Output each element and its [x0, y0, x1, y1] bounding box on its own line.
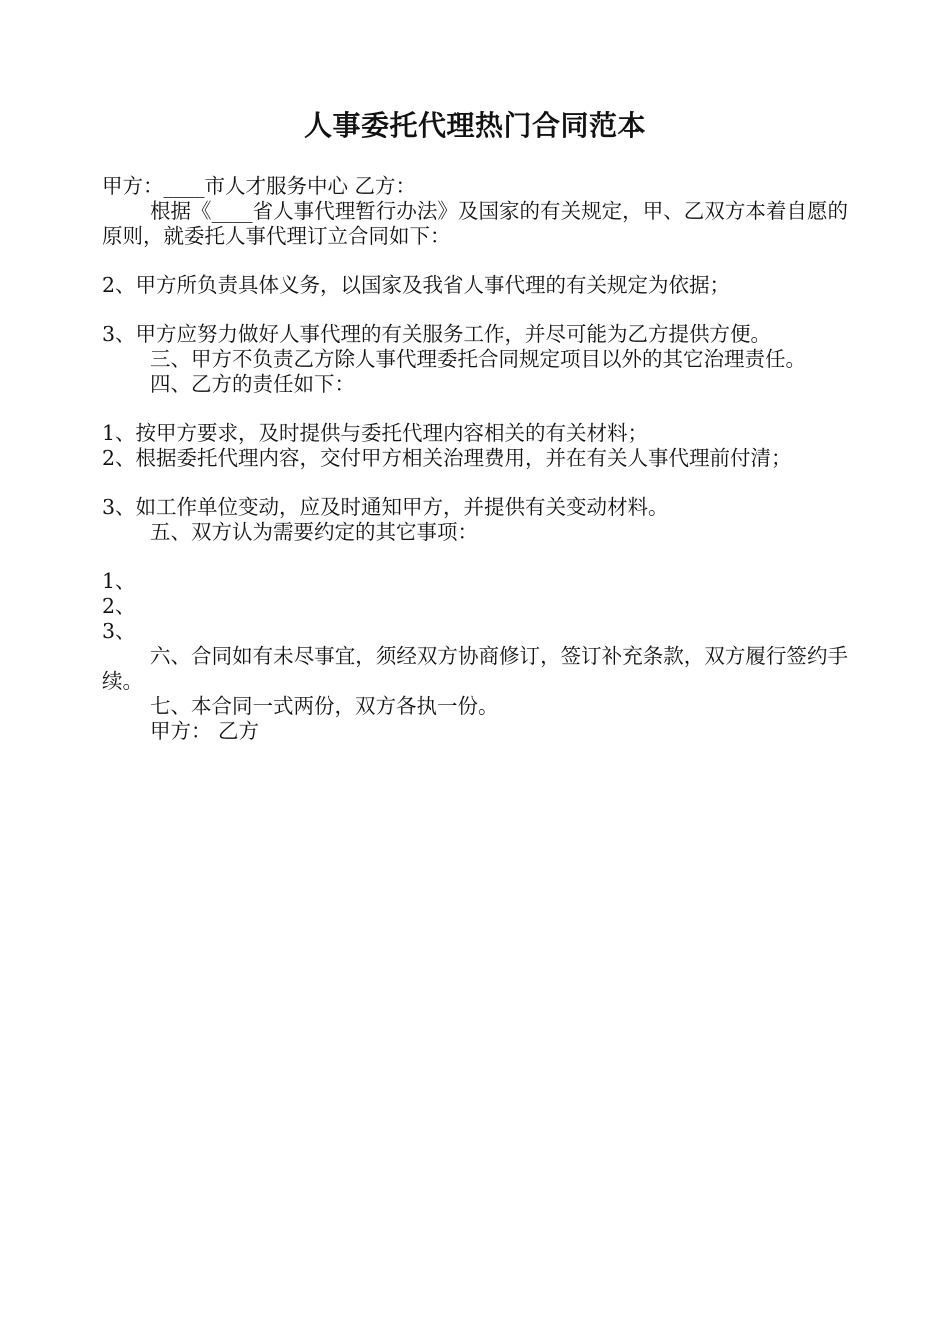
paragraph-gap	[102, 471, 848, 495]
other-item-1: 1、	[102, 569, 136, 593]
paragraph-gap	[102, 249, 848, 273]
party-b-clause-3: 3、如工作单位变动，应及时通知甲方，并提供有关变动材料。	[102, 495, 669, 519]
document-body	[102, 174, 848, 744]
paragraph-gap	[102, 298, 848, 322]
party-b-clause-2: 2、根据委托代理内容，交付甲方相关治理费用，并在有关人事代理前付清；	[102, 446, 792, 470]
paragraph-gap	[102, 397, 848, 421]
parties-line: 甲方：____市人才服务中心 乙方：	[102, 174, 417, 198]
other-item-2: 2、	[102, 594, 136, 618]
section-six: 六、合同如有未尽事宜，须经双方协商修订，签订补充条款，双方履行签约手续。	[102, 644, 848, 693]
section-three: 三、甲方不负责乙方除人事代理委托合同规定项目以外的其它治理责任。	[150, 347, 806, 371]
party-b-clause-1: 1、按甲方要求，及时提供与委托代理内容相关的有关材料；	[102, 421, 649, 445]
paragraph-gap	[102, 545, 848, 569]
section-seven: 七、本合同一式两份，双方各执一份。	[150, 694, 499, 718]
other-item-3: 3、	[102, 619, 136, 643]
document-title: 人事委托代理热门合同范本	[303, 109, 646, 142]
section-four-heading: 四、乙方的责任如下：	[150, 372, 355, 396]
party-a-clause-2: 2、甲方所负责具体义务，以国家及我省人事代理的有关规定为依据；	[102, 273, 731, 297]
preamble-paragraph: 根据《____省人事代理暂行办法》及国家的有关规定，甲、乙双方本着自愿的原则，就委托人事代理订立合同如下：	[102, 199, 848, 248]
section-five-heading: 五、双方认为需要约定的其它事项：	[150, 520, 478, 544]
party-a-clause-3: 3、甲方应努力做好人事代理的有关服务工作，并尽可能为乙方提供方便。	[102, 322, 772, 346]
signature-line: 甲方： 乙方	[150, 719, 260, 743]
